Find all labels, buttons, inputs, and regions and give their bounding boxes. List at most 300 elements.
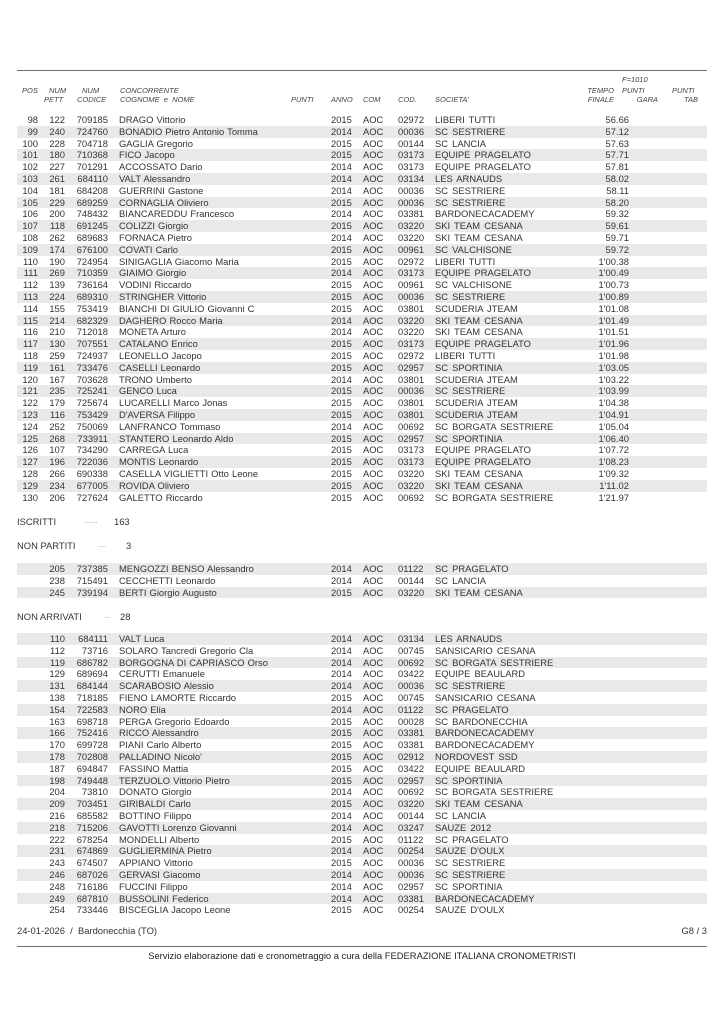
committee: AOC — [363, 668, 384, 680]
athlete-name: GENCO Luca — [119, 385, 177, 397]
footer-date-place: 24-01-2026 / Bardonecchia (TO) — [17, 925, 158, 936]
athlete-code: 752416 — [76, 727, 108, 739]
athlete-name: LUCARELLI Marco Jonas — [119, 397, 228, 409]
final-time: 1'05.04 — [598, 420, 629, 432]
header-f-value: F=1010 — [622, 75, 648, 84]
club-code: 03220 — [398, 586, 425, 598]
athlete-name: FUCCINI Filippo — [119, 880, 188, 892]
birth-year: 2014 — [331, 633, 352, 644]
club-code: 02972 — [398, 349, 425, 361]
table-row — [17, 739, 707, 751]
table-row — [17, 220, 707, 232]
birth-year: 2015 — [331, 456, 352, 468]
table-row — [17, 563, 707, 575]
athlete-name: GAGLIA Gregorio — [119, 137, 193, 149]
final-time: 1'04.38 — [598, 397, 629, 409]
bib-number: 266 — [49, 467, 65, 479]
athlete-name: DONATO Giorgio — [119, 786, 192, 798]
committee: AOC — [363, 833, 384, 845]
birth-year: 2014 — [331, 231, 352, 243]
header-punti: PUNTI — [291, 95, 314, 104]
athlete-name: ROVIDA Oliviero — [119, 479, 190, 491]
athlete-code: 689683 — [76, 231, 108, 243]
athlete-code: 722036 — [76, 456, 108, 468]
committee: AOC — [363, 774, 384, 786]
bib-number: 252 — [49, 420, 65, 432]
birth-year: 2015 — [331, 491, 352, 503]
final-time: 1'21.97 — [598, 491, 629, 503]
athlete-code: 736164 — [76, 279, 108, 291]
position: 116 — [23, 326, 38, 338]
athlete-code: 724760 — [76, 125, 108, 137]
table-row — [17, 857, 707, 869]
bib-number: 181 — [49, 184, 65, 196]
bib-number: 245 — [49, 586, 65, 598]
bib-number: 248 — [49, 880, 65, 892]
table-row — [17, 350, 707, 362]
bib-number: 268 — [49, 432, 65, 444]
final-time: 57.81 — [605, 161, 629, 173]
club-code: 02957 — [398, 361, 425, 373]
final-time: 1'00.89 — [598, 290, 629, 302]
table-row — [17, 173, 707, 185]
club-code: 03173 — [398, 444, 425, 456]
club-code: 03801 — [398, 408, 425, 420]
athlete-code: 715491 — [76, 574, 108, 586]
table-row — [17, 197, 707, 209]
athlete-code: 749448 — [76, 774, 108, 786]
birth-year: 2014 — [331, 668, 352, 680]
birth-year: 2014 — [331, 644, 352, 656]
club-name: SKI TEAM CESANA — [435, 467, 523, 479]
committee: AOC — [363, 172, 384, 184]
table-row — [17, 315, 707, 327]
club-code: 00036 — [398, 680, 425, 692]
club-name: SAUZE D'OULX — [435, 845, 505, 857]
birth-year: 2015 — [331, 137, 352, 149]
bib-number: 261 — [49, 172, 65, 184]
non-partiti-dots: .... — [98, 542, 106, 549]
club-name: SC SESTRIERE — [435, 196, 506, 208]
club-code: 00692 — [398, 491, 425, 503]
table-row — [17, 126, 707, 138]
athlete-name: SOLARO Tancredi Gregorio Cla — [119, 644, 254, 656]
club-name: SC BORGATA SESTRIERE — [435, 786, 554, 798]
bib-number: 174 — [49, 243, 65, 255]
club-code: 02972 — [398, 255, 425, 267]
birth-year: 2015 — [331, 762, 352, 774]
athlete-code: 739194 — [76, 586, 108, 598]
bib-number: 190 — [49, 255, 65, 267]
club-code: 00692 — [398, 786, 425, 798]
bib-number: 187 — [49, 762, 65, 774]
athlete-code: 733446 — [76, 904, 108, 916]
bib-number: 229 — [49, 196, 65, 208]
committee: AOC — [363, 125, 384, 137]
position: 106 — [22, 208, 38, 220]
club-name: SC SESTRIERE — [435, 385, 506, 397]
birth-year: 2015 — [331, 385, 352, 397]
athlete-name: FORNACA Pietro — [119, 231, 192, 243]
athlete-name: GIAIMO Giorgio — [119, 267, 187, 279]
bib-number: 166 — [49, 727, 65, 739]
bib-number: 206 — [49, 491, 65, 503]
table-row — [17, 409, 707, 421]
committee: AOC — [363, 208, 384, 220]
committee: AOC — [363, 691, 384, 703]
table-row — [17, 704, 707, 716]
athlete-name: CATALANO Enrico — [119, 338, 198, 350]
club-name: LIBERI TUTTI — [435, 255, 496, 267]
final-time: 1'04.91 — [598, 408, 629, 420]
position: 118 — [23, 349, 38, 361]
athlete-code: 677005 — [76, 479, 108, 491]
athlete-name: VODINI Riccardo — [119, 279, 192, 291]
athlete-code: 710368 — [76, 149, 108, 161]
bib-number: 196 — [49, 456, 65, 468]
club-code: 03134 — [398, 172, 425, 184]
bib-number: 243 — [49, 857, 65, 869]
athlete-code: 73810 — [81, 786, 108, 798]
table-row — [17, 138, 707, 150]
club-code: 00036 — [398, 290, 425, 302]
position: 102 — [22, 161, 38, 173]
athlete-code: 748432 — [76, 208, 108, 220]
athlete-name: STANTERO Leonardo Aldo — [119, 432, 234, 444]
club-name: SC BORGATA SESTRIERE — [435, 656, 554, 668]
birth-year: 2015 — [331, 338, 352, 350]
athlete-code: 685582 — [76, 809, 108, 821]
final-time: 1'00.49 — [598, 267, 629, 279]
birth-year: 2015 — [331, 479, 352, 491]
club-name: SC PRAGELATO — [435, 833, 509, 845]
athlete-code: 753419 — [76, 302, 108, 314]
table-row — [17, 587, 707, 599]
position: 107 — [22, 220, 38, 232]
athlete-code: 733911 — [77, 432, 108, 444]
birth-year: 2014 — [331, 574, 352, 586]
position: 115 — [23, 314, 38, 326]
final-time: 57.12 — [605, 125, 629, 137]
header-tempo-line1: TEMPO — [587, 86, 614, 95]
athlete-name: TRONO Umberto — [119, 373, 192, 385]
club-name: SC SESTRIERE — [435, 680, 506, 692]
table-row — [17, 810, 707, 822]
athlete-code: 699728 — [76, 739, 108, 751]
birth-year: 2014 — [331, 208, 352, 220]
athlete-name: CASELLA VIGLIETTI Otto Leone — [119, 467, 259, 479]
club-code: 00144 — [398, 574, 425, 586]
athlete-code: 687810 — [76, 892, 108, 904]
position: 111 — [23, 267, 38, 279]
club-code: 03220 — [398, 231, 425, 243]
birth-year: 2015 — [331, 114, 352, 125]
position: 108 — [22, 231, 38, 243]
athlete-name: BUSSOLINI Federico — [119, 892, 209, 904]
birth-year: 2015 — [331, 349, 352, 361]
club-code: 03220 — [398, 326, 425, 338]
club-code: 02957 — [398, 432, 425, 444]
birth-year: 2014 — [331, 703, 352, 715]
footer-rule — [17, 946, 707, 947]
bib-number: 214 — [49, 314, 65, 326]
club-name: SC BARDONECCHIA — [435, 715, 528, 727]
club-code: 00144 — [398, 809, 425, 821]
committee: AOC — [363, 231, 384, 243]
club-name: SKI TEAM CESANA — [435, 586, 523, 598]
athlete-name: GAVOTTI Lorenzo Giovanni — [119, 821, 237, 833]
table-row — [17, 291, 707, 303]
club-code: 00692 — [398, 656, 425, 668]
athlete-name: FICO Jacopo — [119, 149, 175, 161]
position: 123 — [22, 408, 38, 420]
birth-year: 2014 — [331, 809, 352, 821]
committee: AOC — [363, 114, 384, 125]
athlete-name: DRAGO Vittorio — [119, 114, 186, 125]
final-time: 1'01.08 — [598, 302, 629, 314]
bib-number: 254 — [49, 904, 65, 916]
club-code: 03381 — [398, 739, 425, 751]
athlete-name: MONDELLI Alberto — [119, 833, 200, 845]
table-row — [17, 798, 707, 810]
position: 103 — [22, 172, 38, 184]
birth-year: 2015 — [331, 444, 352, 456]
committee: AOC — [363, 397, 384, 409]
athlete-name: MONETA Arturo — [119, 326, 187, 338]
club-code: 00254 — [398, 845, 425, 857]
bib-number: 209 — [49, 798, 65, 810]
final-time: 1'07.72 — [598, 444, 629, 456]
birth-year: 2015 — [331, 750, 352, 762]
position: 127 — [22, 456, 38, 468]
birth-year: 2014 — [331, 326, 352, 338]
position: 121 — [22, 385, 38, 397]
club-name: SCUDERIA JTEAM — [435, 397, 518, 409]
committee: AOC — [363, 633, 384, 644]
club-code: 02912 — [398, 750, 425, 762]
birth-year: 2014 — [331, 563, 352, 574]
committee: AOC — [363, 408, 384, 420]
table-row — [17, 716, 707, 728]
final-time: 1'09.32 — [598, 467, 629, 479]
final-time: 1'01.49 — [598, 314, 629, 326]
club-code: 03247 — [398, 821, 425, 833]
non-arrivati-table — [17, 633, 707, 916]
athlete-code: 704718 — [76, 137, 108, 149]
club-name: SANSICARIO CESANA — [435, 644, 536, 656]
table-row — [17, 421, 707, 433]
birth-year: 2014 — [331, 786, 352, 798]
final-time: 59.71 — [605, 231, 629, 243]
birth-year: 2015 — [331, 774, 352, 786]
non-arrivati-count: 28 — [120, 611, 131, 622]
non-partiti-summary — [17, 540, 132, 551]
birth-year: 2015 — [331, 691, 352, 703]
club-name: EQUIPE PRAGELATO — [435, 444, 531, 456]
table-row — [17, 869, 707, 881]
athlete-code: 674869 — [76, 845, 108, 857]
athlete-name: DAGHERO Rocco Maria — [119, 314, 223, 326]
committee: AOC — [363, 715, 384, 727]
club-name: SC PRAGELATO — [435, 563, 509, 574]
club-name: SC SPORTINIA — [435, 774, 503, 786]
club-name: SKI TEAM CESANA — [435, 220, 523, 232]
committee: AOC — [363, 904, 384, 916]
club-code: 03801 — [398, 302, 425, 314]
club-name: SC BORGATA SESTRIERE — [435, 420, 554, 432]
birth-year: 2015 — [331, 302, 352, 314]
committee: AOC — [363, 267, 384, 279]
header-punti-gara-line2: GARA — [636, 95, 658, 104]
athlete-name: VALT Luca — [119, 633, 165, 644]
committee: AOC — [363, 786, 384, 798]
club-code: 00036 — [398, 184, 425, 196]
final-time: 59.72 — [605, 243, 629, 255]
athlete-code: 73716 — [81, 644, 108, 656]
committee: AOC — [363, 161, 384, 173]
athlete-name: COVATI Carlo — [119, 243, 179, 255]
table-row — [17, 385, 707, 397]
athlete-name: CASELLI Leonardo — [119, 361, 201, 373]
committee: AOC — [363, 762, 384, 774]
athlete-name: TERZUOLO Vittorio Pietro — [119, 774, 230, 786]
bib-number: 167 — [49, 373, 65, 385]
header-num-codice-line1: NUM — [82, 86, 100, 95]
athlete-code: 737385 — [76, 563, 108, 574]
header-punti-gara-line1: PUNTI — [622, 86, 645, 95]
committee: AOC — [363, 703, 384, 715]
committee: AOC — [363, 279, 384, 291]
club-code: 01122 — [398, 703, 424, 715]
table-row — [17, 834, 707, 846]
athlete-code: 710359 — [76, 267, 108, 279]
athlete-code: 689694 — [76, 668, 108, 680]
footer-credit: Servizio elaborazione dati e cronometraggio a cura della FEDERAZIONE ITALIANA CRONOMETRISTI — [148, 950, 576, 961]
committee: AOC — [363, 821, 384, 833]
birth-year: 2015 — [331, 290, 352, 302]
table-row — [17, 575, 707, 587]
table-row — [17, 692, 707, 704]
athlete-name: PIANI Carlo Alberto — [119, 739, 202, 751]
table-row — [17, 657, 707, 669]
table-row — [17, 680, 707, 692]
athlete-code: 753429 — [76, 408, 108, 420]
athlete-name: FASSINO Mattia — [119, 762, 189, 774]
birth-year: 2015 — [331, 361, 352, 373]
birth-year: 2015 — [331, 467, 352, 479]
athlete-name: PERGA Gregorio Edoardo — [119, 715, 230, 727]
position: 120 — [22, 373, 38, 385]
athlete-name: BERTI Giorgio Augusto — [119, 586, 217, 598]
club-code: 00745 — [398, 691, 425, 703]
athlete-code: 684208 — [76, 184, 108, 196]
bib-number: 249 — [49, 892, 65, 904]
table-row — [17, 881, 707, 893]
position: 99 — [27, 125, 38, 137]
committee: AOC — [363, 338, 384, 350]
athlete-code: 724954 — [76, 255, 108, 267]
committee: AOC — [363, 644, 384, 656]
club-name: SC SESTRIERE — [435, 857, 506, 869]
table-row — [17, 822, 707, 834]
header-tempo-line2: FINALE — [587, 95, 614, 104]
club-name: SAUZE 2012 — [435, 821, 492, 833]
club-code: 01122 — [398, 563, 424, 574]
position: 100 — [22, 137, 38, 149]
club-name: SKI TEAM CESANA — [435, 479, 523, 491]
athlete-name: BISCEGLIA Jacopo Leone — [119, 904, 231, 916]
header-top-rule — [17, 70, 707, 71]
header-societa: SOCIETA' — [435, 95, 469, 104]
birth-year: 2014 — [331, 267, 352, 279]
header-pos: POS — [22, 86, 38, 95]
table-row — [17, 232, 707, 244]
athlete-name: ACCOSSATO Dario — [119, 161, 203, 173]
committee: AOC — [363, 243, 384, 255]
club-code: 00028 — [398, 715, 425, 727]
club-code: 03220 — [398, 479, 425, 491]
athlete-code: 725674 — [76, 397, 108, 409]
bib-number: 210 — [49, 326, 65, 338]
athlete-code: 676100 — [76, 243, 108, 255]
birth-year: 2015 — [331, 408, 352, 420]
athlete-name: NORO Elia — [119, 703, 166, 715]
iscritti-count: 163 — [114, 516, 130, 527]
athlete-name: LANFRANCO Tommaso — [119, 420, 221, 432]
bib-number: 122 — [49, 114, 65, 125]
non-partiti-label: NON PARTITI — [17, 540, 76, 551]
club-name: SC SESTRIERE — [435, 868, 506, 880]
athlete-name: GERVASI Giacomo — [119, 868, 201, 880]
non-partiti-table — [17, 563, 707, 598]
committee: AOC — [363, 739, 384, 751]
club-name: SCUDERIA JTEAM — [435, 408, 518, 420]
athlete-code: 698718 — [76, 715, 108, 727]
club-code: 02957 — [398, 880, 425, 892]
club-code: 01122 — [398, 833, 424, 845]
table-row — [17, 633, 707, 645]
committee: AOC — [363, 574, 384, 586]
club-code: 03381 — [398, 892, 425, 904]
club-code: 03220 — [398, 467, 425, 479]
committee: AOC — [363, 563, 384, 574]
bib-number: 204 — [49, 786, 65, 798]
header-concorrente-line1: CONCORRENTE — [120, 86, 179, 95]
birth-year: 2014 — [331, 821, 352, 833]
birth-year: 2015 — [331, 715, 352, 727]
athlete-name: CARREGA Luca — [119, 444, 189, 456]
athlete-name: SCARABOSIO Alessio — [119, 680, 214, 692]
bib-number: 179 — [49, 397, 65, 409]
position: 130 — [22, 491, 38, 503]
bib-number: 240 — [49, 125, 65, 137]
club-name: SC LANCIA — [435, 137, 486, 149]
table-row — [17, 149, 707, 161]
club-name: LIBERI TUTTI — [435, 114, 496, 125]
table-row — [17, 338, 707, 350]
birth-year: 2014 — [331, 868, 352, 880]
position: 119 — [23, 361, 38, 373]
athlete-code: 718185 — [76, 691, 108, 703]
club-code: 00036 — [398, 196, 425, 208]
club-code: 03173 — [398, 338, 425, 350]
club-name: BARDONECACADEMY — [435, 739, 535, 751]
position: 110 — [23, 255, 38, 267]
committee: AOC — [363, 420, 384, 432]
bib-number: 269 — [49, 267, 65, 279]
club-name: SKI TEAM CESANA — [435, 314, 523, 326]
committee: AOC — [363, 868, 384, 880]
